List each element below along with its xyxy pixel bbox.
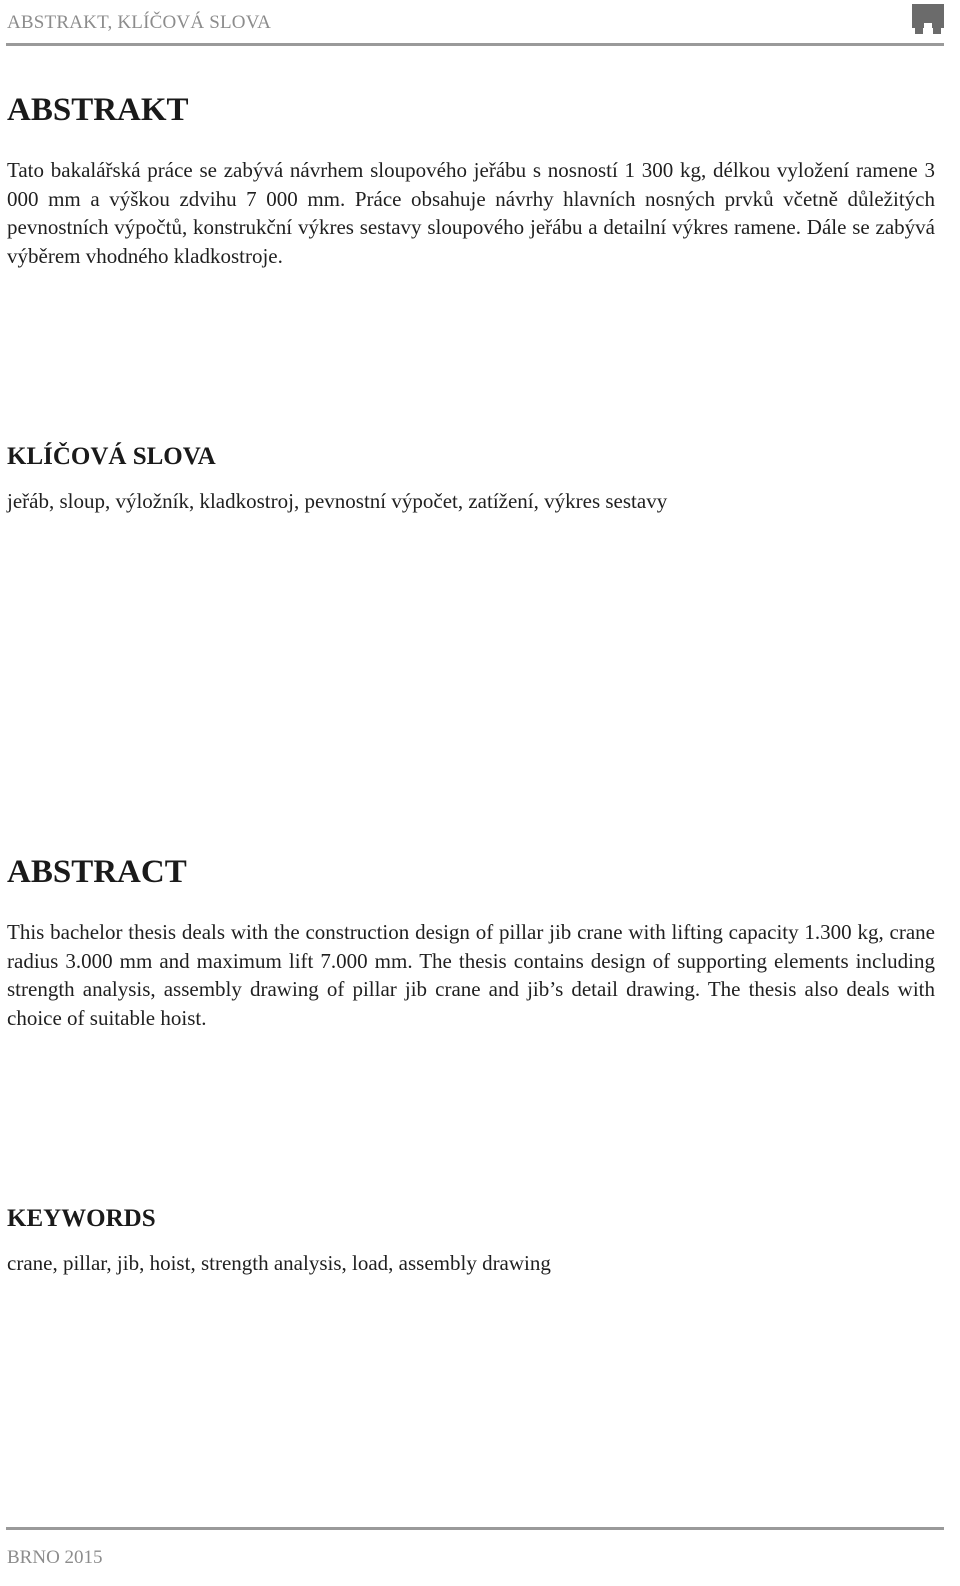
abstract-paragraph: This bachelor thesis deals with the construction design of pillar jib crane with lifting capacity 1.300 kg, crane radius 3.000 mm and maximum lift 7.000 mm. The thesis contains design of supporting elements including strength analysis, assembly drawing of pillar jib crane and jib’s detail drawing. The thesis also deals with choice of suitable hoist.: [7, 920, 935, 1031]
running-header: ABSTRAKT, KLÍČOVÁ SLOVA: [7, 12, 272, 33]
keywords-text: crane, pillar, jib, hoist, strength analysis, load, assembly drawing: [7, 1251, 551, 1275]
abstrakt-heading: ABSTRAKT: [7, 92, 189, 128]
abstract-heading: ABSTRACT: [7, 854, 187, 890]
institution-logo-icon: [912, 4, 944, 34]
header-divider: [6, 43, 944, 46]
running-footer: BRNO 2015: [7, 1547, 103, 1568]
klicova-slova-text: jeřáb, sloup, výložník, kladkostroj, pevnostní výpočet, zatížení, výkres sestavy: [7, 489, 668, 513]
abstrakt-paragraph: Tato bakalářská práce se zabývá návrhem sloupového jeřábu s nosností 1 300 kg, délkou vyložení ramene 3 000 mm a výškou zdvihu 7 000 mm. Práce obsahuje návrhy hlavních nosných prvků včetně důležitých pevnostních výpočtů, konstrukční výkres sestavy sloupového jeřábu a detailní výkres ramene. Dále se zabývá výběrem vhodného kladkostroje.: [7, 158, 935, 269]
footer-divider: [6, 1527, 944, 1530]
keywords-heading: KEYWORDS: [7, 1205, 156, 1232]
klicova-slova-heading: KLÍČOVÁ SLOVA: [7, 443, 216, 470]
